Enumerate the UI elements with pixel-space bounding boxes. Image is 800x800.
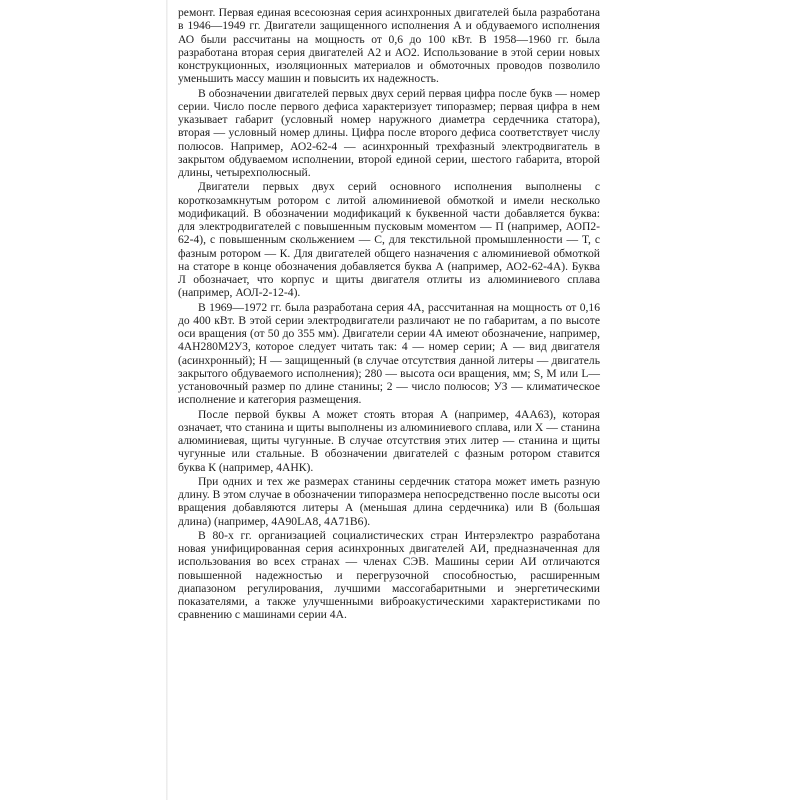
paragraph-second-letter: После первой буквы А может стоять вторая А (например, 4АА63), которая означает, что станина и щиты выполнены из алюминиевого сплава, или Х — станина алюминиевая, щиты чугунные. В случае отсутствия этих литер — станина и щиты чугунные или стальные. В обозначении двигателей с фазным ротором ставится буква К (например, 4АНК). [178, 407, 600, 474]
paragraph-modifications: Двигатели первых двух серий основного исполнения выполнены с короткозамкнутым ротором с литой алюминиевой обмоткой и имели несколько модификаций. В обозначении модификаций к буквенной части добавляется буква: для электродвигателей с повышенным пусковым моментом — П (например, АОП2-62-4), с повышенным скольжением — С, для текстильной промышленности — Т, с фазным ротором — К. Для двигателей общего назначения с алюминиевой обмоткой на статоре в конце обозначения добавляется буква А (например, АО2-62-4А). Буква Л обозначает, что корпус и щиты двигателя отлиты из алюминиевого сплава (например, АОЛ-2-12-4). [178, 180, 600, 300]
page-text-body [178, 6, 600, 622]
paragraph-series-ai: В 80-х гг. организацией социалистических стран Интерэлектро разработана новая унифицированная серия асинхронных двигателей АИ, предназначенная для использования во всех странах — членах СЭВ. Машины серии АИ отличаются повышенной надежностью и перегрузочной способностью, расширенным диапазоном регулирования, лучшими массогабаритными и энергетическими показателями, а также улучшенными виброакустическими характеристиками по сравнению с машинами серии 4А. [178, 528, 600, 622]
paragraph-core-length: При одних и тех же размерах станины сердечник статора может иметь разную длину. В этом случае в обозначении типоразмера непосредственно после высоты оси вращения добавляются литеры А (меньшая длина сердечника) или В (большая длина) (например, 4А90LA8, 4А71В6). [178, 474, 600, 528]
scanned-book-page [168, 0, 608, 800]
paragraph-series-4a: В 1969—1972 гг. была разработана серия 4А, рассчитанная на мощность от 0,16 до 400 кВт. В этой серии электродвигатели различают не по габаритам, а по высоте оси вращения (от 50 до 355 мм). Двигатели серии 4А имеют обозначение, например, 4АН280М2УЗ, которое следует читать так: 4 — номер серии; А — вид двигателя (асинхронный); Н — защищенный (в случае отсутствия данной литеры — двигатель закрытого обдуваемого исполнения); 280 — высота оси вращения, мм; S, M или L— установочный размер по длине станины; 2 — число полюсов; УЗ — климатическое исполнение и категория размещения. [178, 300, 600, 407]
paragraph-designation-first-series: В обозначении двигателей первых двух серий первая цифра после букв — номер серии. Число после первого дефиса характеризует типоразмер; первая цифра в нем указывает габарит (условный номер наружного диаметра сердечника статора), вторая — условный номер длины. Цифра после второго дефиса соответствует числу полюсов. Например, АО2-62-4 — асинхронный трехфазный электродвигатель в закрытом обдуваемом исполнении, второй единой серии, шестого габарита, второй длины, четырехполюсный. [178, 86, 600, 179]
paragraph-series-history: ремонт. Первая единая всесоюзная серия асинхронных двигателей была разработана в 1946—1949 гг. Двигатели защищенного исполнения А и обдуваемого исполнения АО были рассчитаны на мощность от 0,6 до 100 кВт. В 1958—1960 гг. была разработана вторая серия двигателей А2 и АО2. Использование в этой серии новых конструкционных, изоляционных материалов и обмоточных проводов позволило уменьшить массу машин и повысить их надежность. [178, 6, 600, 86]
